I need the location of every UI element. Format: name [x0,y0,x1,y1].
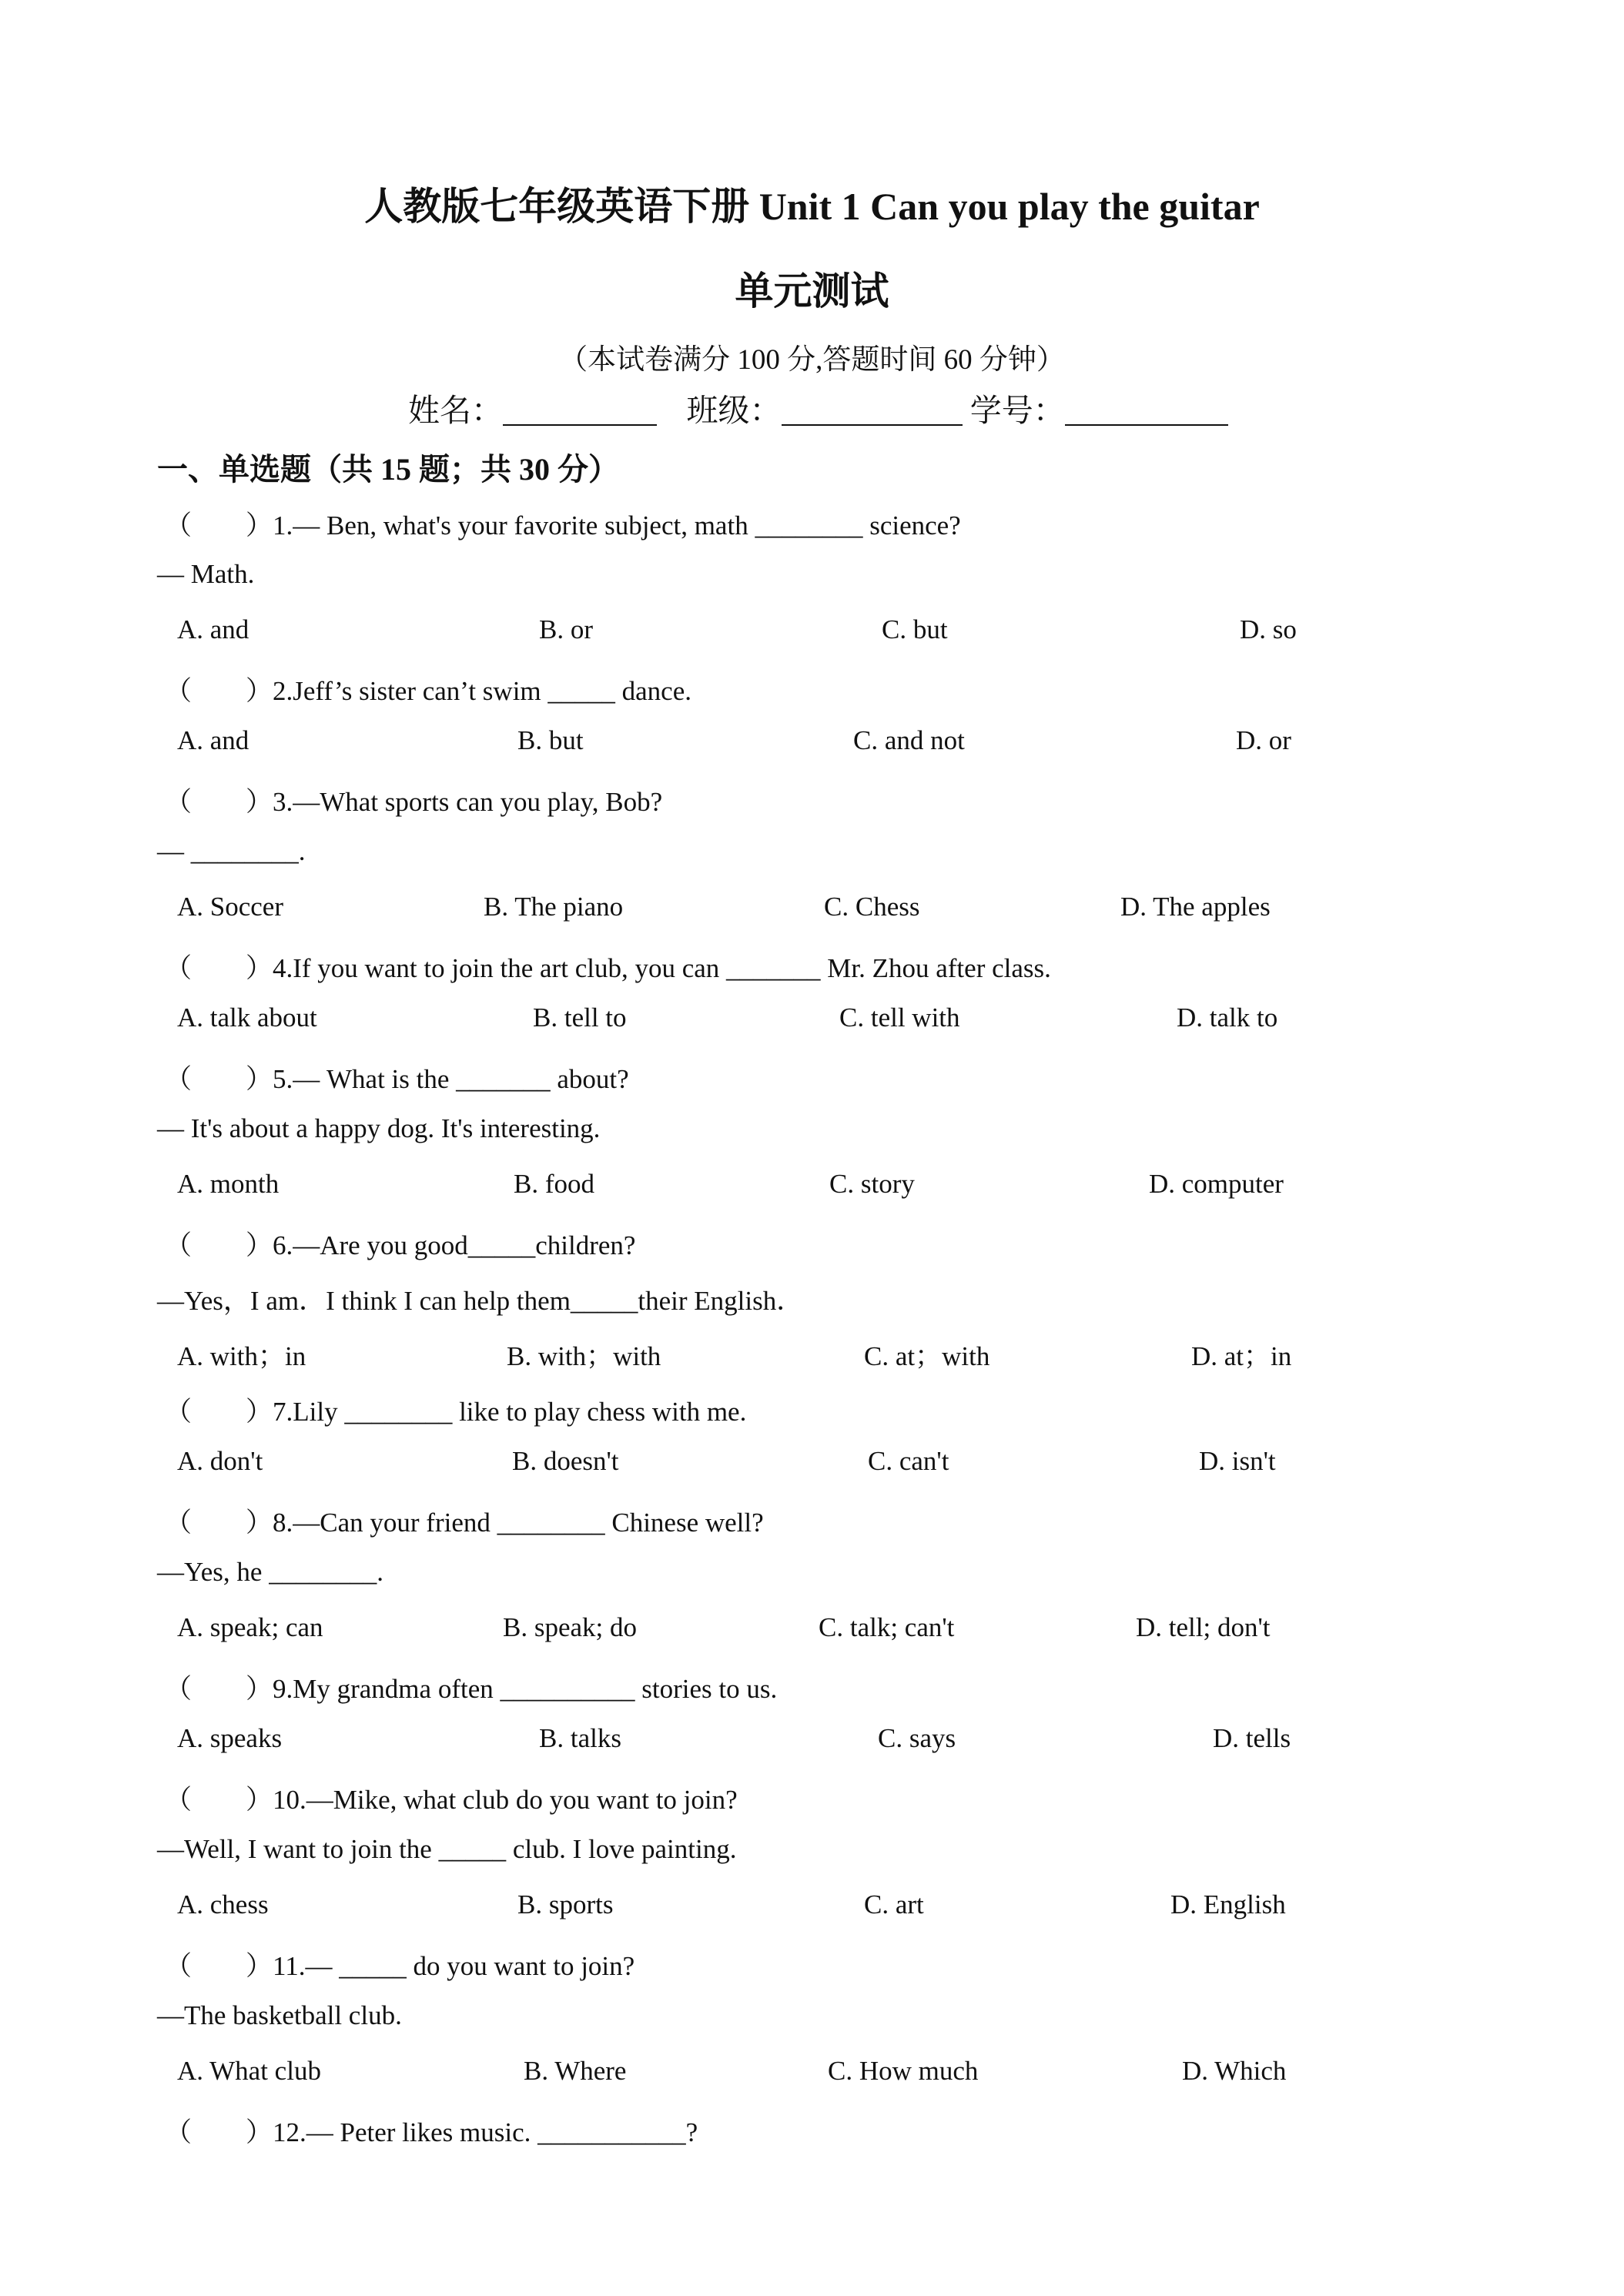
answer-option[interactable]: A. speaks [177,1723,283,1753]
answer-option[interactable]: C. story [829,1169,915,1199]
question-stem: （ ）2.Jeff’s sister can’t swim _____ dance. [165,676,692,706]
class-blank[interactable] [782,393,963,426]
answer-option[interactable]: B. sports [517,1889,614,1919]
exam-note: （本试卷满分 100 分,答题时间 60 分钟） [559,344,1065,376]
question-stem: （ ）8.—Can your friend ________ Chinese well? [165,1508,764,1538]
answer-option[interactable]: B. but [517,725,584,755]
answer-option[interactable]: A. month [177,1169,280,1199]
question-reply: —The basketball club. [157,2000,402,2030]
answer-option[interactable]: B. food [514,1169,594,1199]
document-subtitle: 单元测试 [735,269,889,313]
answer-option[interactable]: A. What club [177,2056,321,2086]
answer-option[interactable]: A. chess [177,1889,269,1919]
answer-option[interactable]: C. can't [868,1446,949,1476]
document-title: 人教版七年级英语下册 Unit 1 Can you play the guitar [364,185,1260,228]
class-label: 班级： [686,393,782,428]
answer-option[interactable]: D. tells [1213,1723,1291,1753]
question-reply: —Well, I want to join the _____ club. I love painting. [157,1834,737,1864]
answer-option[interactable]: D. at；in [1191,1341,1292,1371]
student-info-row [408,385,1228,430]
name-blank[interactable] [503,393,657,426]
id-blank[interactable] [1065,393,1228,426]
answer-option[interactable]: B. tell to [533,1002,627,1033]
question-reply: —Yes，I am．I think I can help them_____their English． [157,1286,804,1316]
answer-option[interactable]: A. talk about [177,1002,317,1033]
question-reply: — ________. [157,836,306,866]
answer-option[interactable]: D. The apples [1120,892,1271,922]
answer-option[interactable]: C. and not [853,725,965,755]
answer-option[interactable]: B. The piano [484,892,624,922]
answer-option[interactable]: D. so [1240,614,1297,644]
answer-option[interactable]: B. Where [524,2056,627,2086]
answer-option[interactable]: C. but [882,614,948,644]
name-label: 姓名： [408,393,503,428]
answer-option[interactable]: A. speak; can [177,1612,323,1642]
question-stem: （ ）5.— What is the _______ about? [165,1064,629,1094]
answer-option[interactable]: C. Chess [824,892,920,922]
question-stem: （ ）9.My grandma often __________ stories to us. [165,1674,778,1704]
question-stem: （ ）3.—What sports can you play, Bob? [165,787,663,817]
answer-option[interactable]: B. doesn't [512,1446,619,1476]
question-stem: （ ）4.If you want to join the art club, you can _______ Mr. Zhou after class. [165,953,1051,983]
answer-option[interactable]: C. at；with [864,1341,990,1371]
answer-option[interactable]: A. don't [177,1446,263,1476]
answer-option[interactable]: A. and [177,725,249,755]
question-reply: —Yes, he ________. [157,1557,383,1587]
answer-option[interactable]: C. tell with [839,1002,960,1033]
answer-option[interactable]: D. or [1236,725,1291,755]
section-title: 一、单选题（共 15 题；共 30 分） [157,452,619,487]
answer-option[interactable]: A. Soccer [177,892,284,922]
answer-option[interactable]: C. says [878,1723,956,1753]
answer-option[interactable]: D. tell; don't [1136,1612,1271,1642]
question-stem: （ ）7.Lily ________ like to play chess with me. [165,1397,747,1427]
answer-option[interactable]: C. How much [828,2056,979,2086]
question-stem: （ ）6.—Are you good_____children? [165,1230,636,1260]
question-stem: （ ）10.—Mike, what club do you want to join? [165,1785,738,1815]
answer-option[interactable]: B. or [539,614,593,644]
answer-option[interactable]: D. computer [1149,1169,1284,1199]
answer-option[interactable]: A. and [177,614,249,644]
question-reply: — It's about a happy dog. It's interesting. [157,1113,601,1143]
answer-option[interactable]: D. isn't [1199,1446,1276,1476]
question-stem: （ ）11.— _____ do you want to join? [165,1951,635,1981]
answer-option[interactable]: A. with；in [177,1341,306,1371]
question-stem: （ ）12.— Peter likes music. ___________? [165,2117,698,2147]
question-stem: （ ）1.— Ben, what's your favorite subject, math ________ science? [165,510,961,541]
answer-option[interactable]: D. Which [1182,2056,1287,2086]
answer-option[interactable]: C. art [864,1889,924,1919]
answer-option[interactable]: C. talk; can't [819,1612,955,1642]
answer-option[interactable]: B. talks [539,1723,621,1753]
answer-option[interactable]: B. speak; do [503,1612,638,1642]
id-label: 学号： [969,393,1065,428]
question-reply: — Math. [157,559,255,589]
answer-option[interactable]: D. English [1170,1889,1286,1919]
answer-option[interactable]: B. with；with [507,1341,661,1371]
answer-option[interactable]: D. talk to [1177,1002,1278,1033]
